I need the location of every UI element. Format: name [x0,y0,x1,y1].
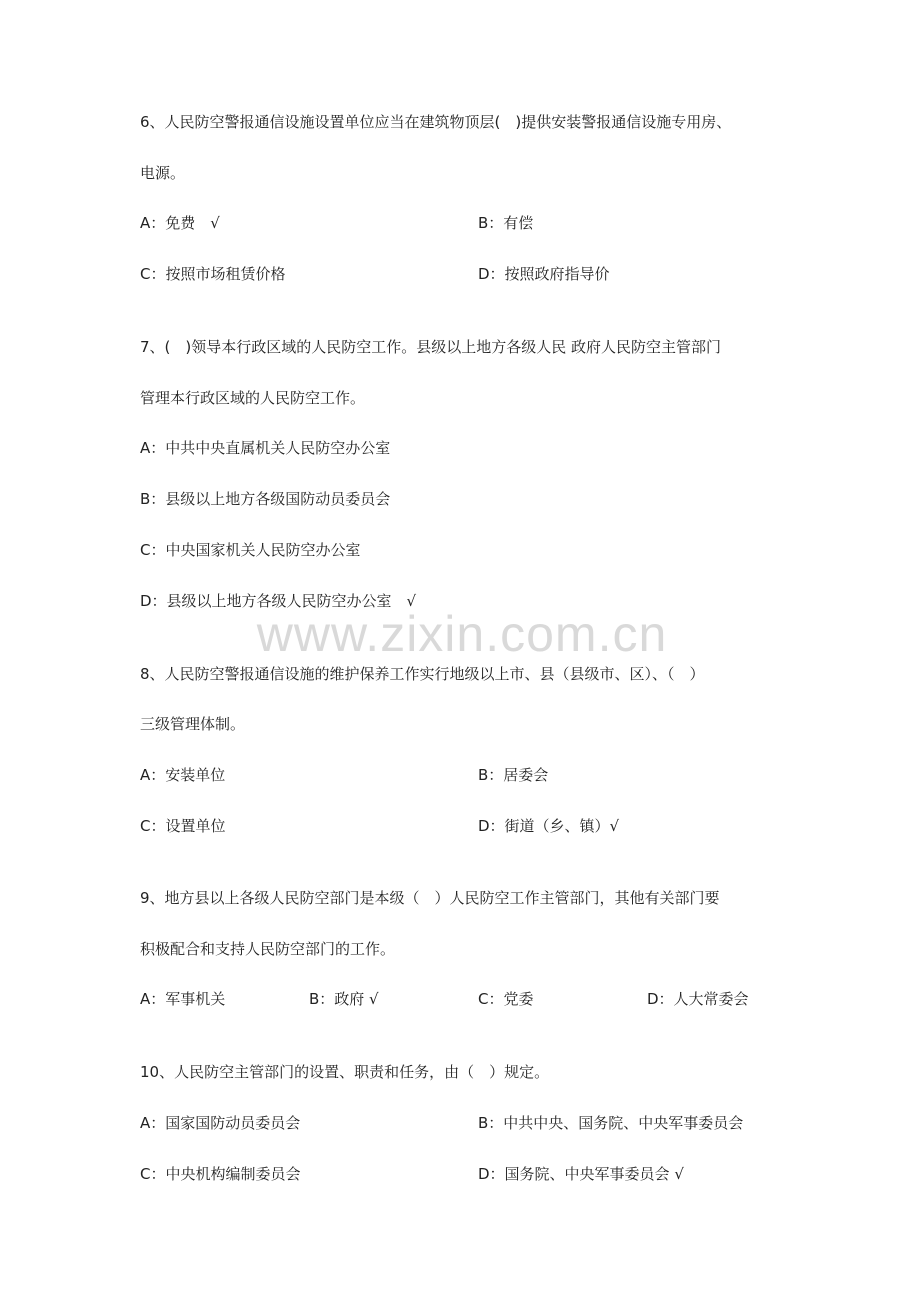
question-6-option-b: B：有偿 [478,214,534,232]
question-8-option-d: D：街道（乡、镇）√ [478,817,620,835]
question-7-option-a: A：中共中央直属机关人民防空办公室 [140,439,391,457]
question-8-option-c: C：设置单位 [140,817,226,835]
question-7-option-c: C：中央国家机关人民防空办公室 [140,541,361,559]
question-10-option-a: A：国家国防动员委员会 [140,1114,301,1132]
question-6-text-line-1: 6、人民防空警报通信设施设置单位应当在建筑物顶层( )提供安装警报通信设施专用房、 [140,113,732,131]
question-10-text-line-1: 10、人民防空主管部门的设置、职责和任务，由（ ）规定。 [140,1063,550,1081]
question-8-option-a: A：安装单位 [140,766,226,784]
question-7-option-d: D：县级以上地方各级人民防空办公室 √ [140,592,417,610]
question-10-option-c: C：中央机构编制委员会 [140,1165,301,1183]
question-8-text-line-1: 8、人民防空警报通信设施的维护保养工作实行地级以上市、县（县级市、区）、（ ） [140,665,705,683]
question-6-option-c: C：按照市场租赁价格 [140,265,286,283]
question-6-option-d: D：按照政府指导价 [478,265,610,283]
question-10-option-b: B：中共中央、国务院、中央军事委员会 [478,1114,744,1132]
question-9-option-d: D：人大常委会 [647,990,749,1008]
question-9-text-line-1: 9、地方县以上各级人民防空部门是本级（ ）人民防空工作主管部门，其他有关部门要 [140,889,720,907]
question-6-option-a: A：免费 √ [140,214,220,232]
question-9-text-line-2: 积极配合和支持人民防空部门的工作。 [140,940,396,958]
question-9-option-a: A：军事机关 [140,990,226,1008]
question-8-text-line-2: 三级管理体制。 [140,715,246,733]
question-9-option-c: C：党委 [478,990,534,1008]
question-7-option-b: B：县级以上地方各级国防动员委员会 [140,490,391,508]
question-6-text-line-2: 电源。 [140,164,186,182]
watermark: www.zixin.com.cn [256,606,668,662]
question-9-option-b: B：政府 √ [309,990,379,1008]
question-10-option-d: D：国务院、中央军事委员会 √ [478,1165,684,1183]
question-7-text-line-1: 7、( )领导本行政区域的人民防空工作。县级以上地方各级人民 政府人民防空主管部门 [140,338,722,356]
question-8-option-b: B：居委会 [478,766,549,784]
question-7-text-line-2: 管理本行政区域的人民防空工作。 [140,389,366,407]
